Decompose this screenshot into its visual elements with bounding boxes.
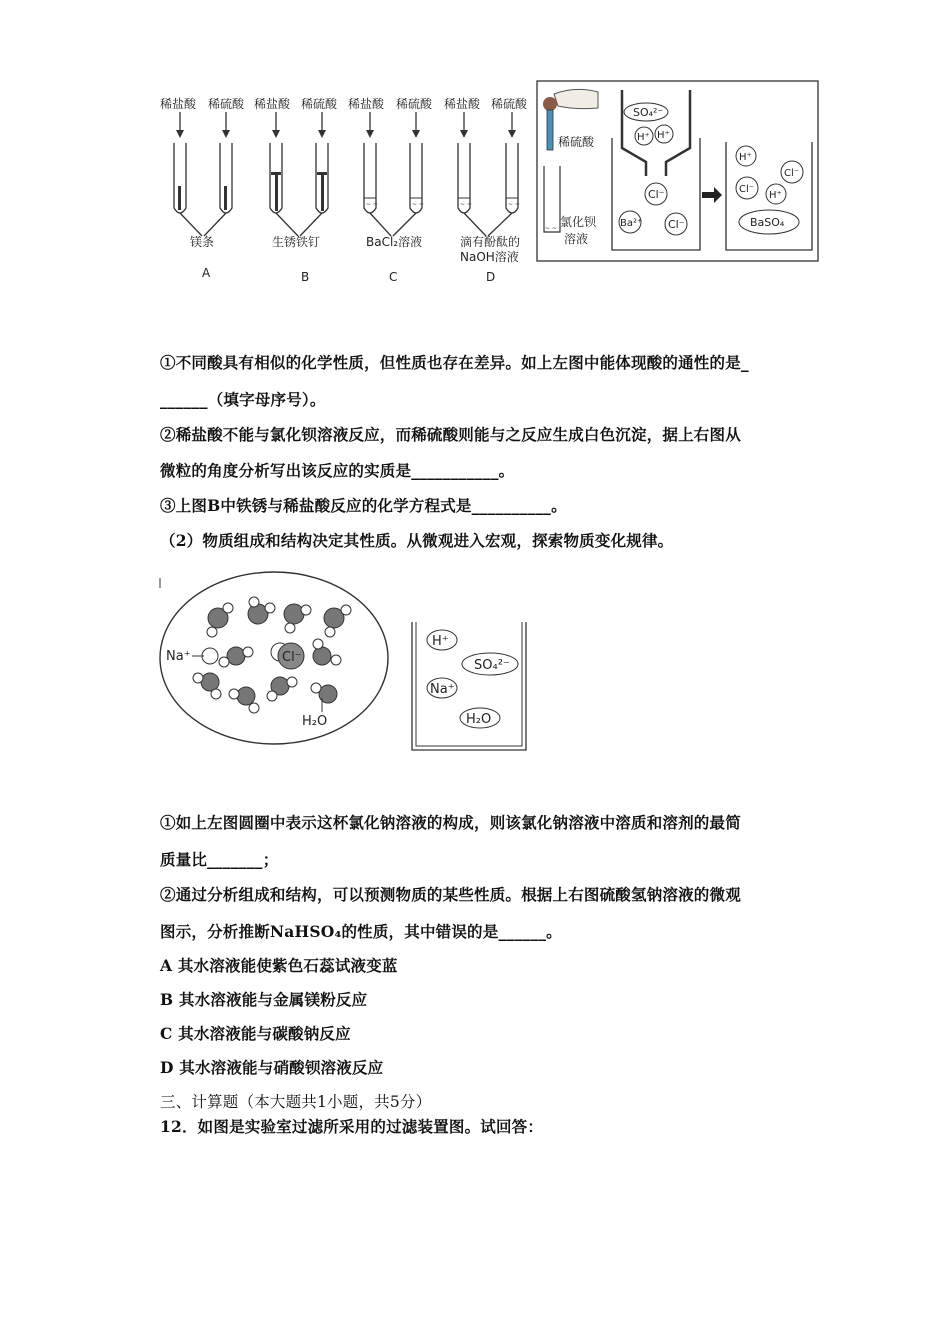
question-text: 12．如图是实验室过滤所采用的过滤装置图。试回答： — [160, 1117, 544, 1136]
svg-text:~ ~: ~ ~ — [366, 201, 378, 208]
nahso4-beaker-figure — [404, 618, 534, 758]
svg-text:~ ~: ~ ~ — [412, 201, 424, 208]
question-text: ①如上左图圆圈中表示这杯氯化钠溶液的构成，则该氯化钠溶液中溶质和溶剂的最简 — [160, 813, 741, 832]
molecule-label: H₂O — [466, 712, 492, 727]
tube-content-label: 镁条 — [190, 235, 215, 249]
ion-label: Na⁺ — [430, 682, 455, 697]
question-heading: （2）物质组成和结构决定其性质。从微观进入宏观，探索物质变化规律。 — [160, 531, 674, 550]
ion-label: H⁺ — [637, 132, 650, 143]
arrow-icon — [180, 112, 512, 132]
acid-label: 稀硫酸 — [396, 97, 433, 111]
hand-icon — [554, 89, 598, 108]
ion-label: SO₄²⁻ — [474, 658, 510, 673]
ion-label: Cl⁻ — [282, 650, 302, 665]
acid-label: 稀盐酸 — [254, 97, 291, 111]
test-tube-figure — [150, 88, 540, 288]
svg-text:~ ~: ~ ~ — [508, 201, 520, 208]
question-text: ②通过分析组成和结构，可以预测物质的某些性质。根据上右图硫酸氢钠溶液的微观 — [160, 885, 741, 904]
question-text: 质量比_______； — [160, 850, 279, 869]
tube-content-label: 生锈铁钉 — [272, 235, 321, 249]
question-text: ③上图B中铁锈与稀盐酸反应的化学方程式是__________。 — [160, 496, 567, 515]
answer-option-c: C 其水溶液能与碳酸钠反应 — [160, 1024, 351, 1043]
molecule-label: H₂O — [302, 714, 328, 729]
ion-label: Cl⁻ — [668, 218, 685, 231]
acid-label: 稀硫酸 — [301, 97, 338, 111]
answer-option-b: B 其水溶液能与金属镁粉反应 — [160, 990, 368, 1009]
question-text: ______（填字母序号）。 — [160, 390, 326, 409]
ion-label: Cl⁻ — [784, 168, 800, 179]
svg-text:~ ~: ~ ~ — [545, 225, 557, 232]
option-letter: C — [389, 270, 398, 284]
nacl-solution-figure — [158, 570, 398, 750]
ion-label: Cl⁻ — [648, 188, 665, 201]
acid-label: 稀盐酸 — [348, 97, 385, 111]
ion-label: H⁺ — [432, 634, 449, 649]
acid-label: 稀硫酸 — [491, 97, 528, 111]
ion-label: SO₄²⁻ — [633, 106, 664, 119]
question-text: 图示，分析推断NaHSO₄的性质，其中错误的是______。 — [160, 922, 562, 941]
question-text: 微粒的角度分析写出该反应的实质是___________。 — [160, 461, 515, 480]
arrow-right-icon — [702, 187, 722, 203]
ion-label: H⁺ — [769, 190, 782, 201]
option-letter: A — [202, 266, 211, 280]
question-text: ②稀盐酸不能与氯化钡溶液反应，而稀硫酸则能与之反应生成白色沉淀，据上右图从 — [160, 425, 741, 444]
acid-label: 稀硫酸 — [208, 97, 245, 111]
question-text: ①不同酸具有相似的化学性质，但性质也存在差异。如上左图中能体现酸的通性的是_ — [160, 353, 749, 372]
dropper-label: 稀硫酸 — [558, 135, 595, 149]
section-heading: 三、计算题（本大题共1小题，共5分） — [160, 1093, 432, 1111]
water-molecule-icon — [193, 597, 351, 713]
acid-label: 稀盐酸 — [160, 97, 197, 111]
acid-label: 稀盐酸 — [444, 97, 481, 111]
ion-label: H⁺ — [739, 152, 752, 163]
option-letter: D — [486, 270, 496, 284]
answer-option-d: D 其水溶液能与硝酸钡溶液反应 — [160, 1058, 384, 1077]
ion-label: Ba²⁺ — [620, 218, 643, 229]
precipitate-label: BaSO₄ — [750, 216, 785, 229]
beaker-label: 溶液 — [564, 232, 589, 246]
ion-label: H⁺ — [657, 130, 670, 141]
tube-content-label: NaOH溶液 — [460, 250, 519, 264]
tube-content-label: 滴有酚酞的 — [460, 235, 521, 249]
answer-option-a: A 其水溶液能使紫色石蕊试液变蓝 — [160, 956, 398, 975]
svg-text:~ ~: ~ ~ — [460, 201, 472, 208]
option-letter: B — [301, 270, 310, 284]
beaker-label: 氯化钡 — [560, 215, 597, 229]
dropper-icon — [547, 110, 553, 150]
reaction-figure — [536, 80, 820, 264]
ion-label: Na⁺ — [166, 649, 191, 664]
ion-label: Cl⁻ — [739, 184, 755, 195]
dropper-bulb-icon — [543, 97, 557, 111]
tube-content-label: BaCl₂溶液 — [366, 235, 423, 249]
